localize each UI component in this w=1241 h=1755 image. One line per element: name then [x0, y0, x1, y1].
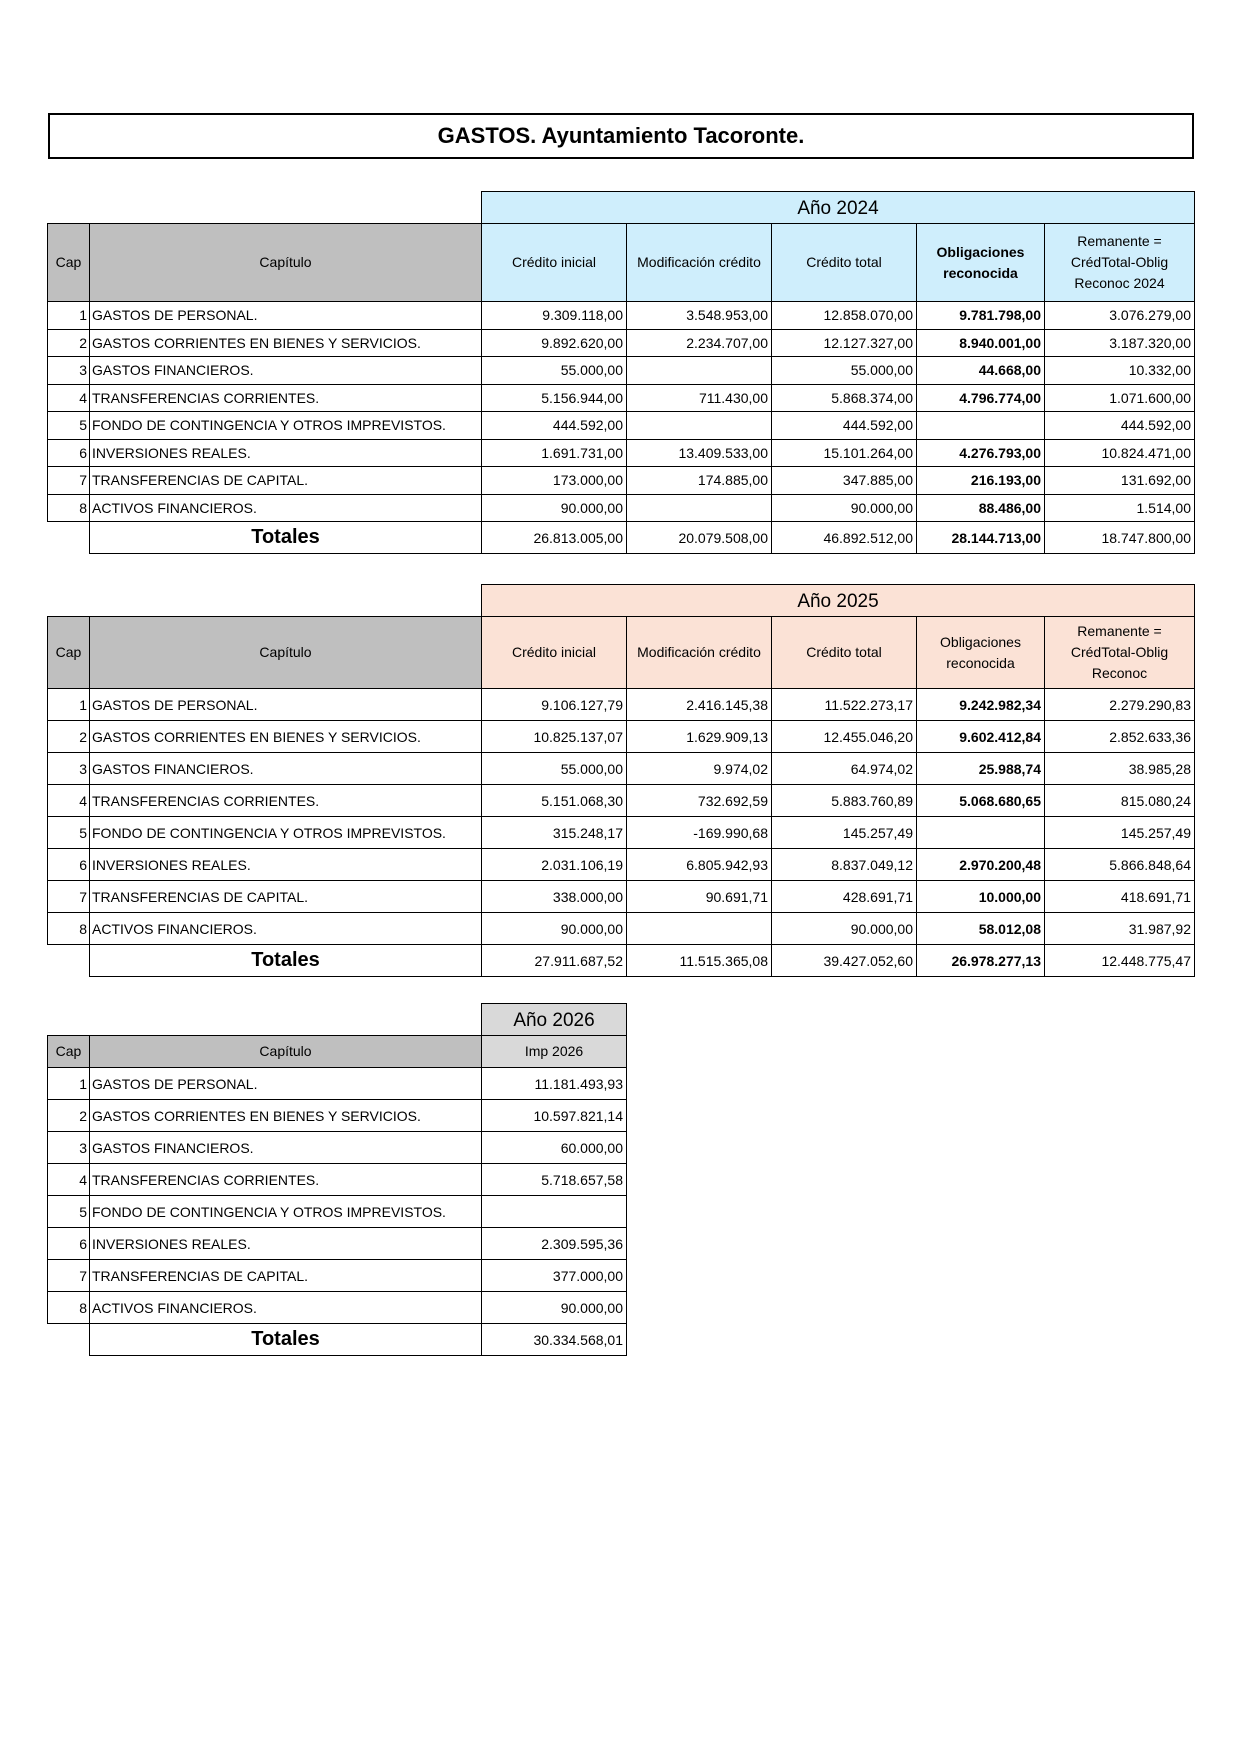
obligaciones-reconocida-value: 9.781.798,00 [917, 302, 1045, 330]
credito-inicial-value: 90.000,00 [482, 494, 627, 522]
chapter-name: GASTOS FINANCIEROS. [90, 1132, 482, 1164]
modificacion-credito-header: Modificación crédito [627, 224, 772, 302]
modificacion-credito-value [627, 913, 772, 945]
total-credito-inicial: 26.813.005,00 [482, 522, 627, 554]
chapter-name: FONDO DE CONTINGENCIA Y OTROS IMPREVISTOS. [90, 1196, 482, 1228]
table-row [48, 913, 1195, 945]
remanente-value: 2.852.633,36 [1045, 721, 1195, 753]
imp-2026-value: 11.181.493,93 [482, 1068, 627, 1100]
totals-label: Totales [90, 945, 482, 977]
remanente-value: 1.514,00 [1045, 494, 1195, 522]
table-row [48, 302, 1195, 330]
credito-inicial-value: 9.106.127,79 [482, 689, 627, 721]
total-credito-inicial: 27.911.687,52 [482, 945, 627, 977]
chapter-name: ACTIVOS FINANCIEROS. [90, 913, 482, 945]
imp-2026-value [482, 1196, 627, 1228]
chapter-name: FONDO DE CONTINGENCIA Y OTROS IMPREVISTOS. [90, 412, 482, 440]
year-2025-header: Año 2025 [482, 585, 1195, 617]
remanente-value: 10.824.471,00 [1045, 439, 1195, 467]
remanente-value: 5.866.848,64 [1045, 849, 1195, 881]
capitulo-header: Capítulo [90, 617, 482, 689]
imp-2026-value: 377.000,00 [482, 1260, 627, 1292]
credito-inicial-value: 10.825.137,07 [482, 721, 627, 753]
chapter-name: GASTOS CORRIENTES EN BIENES Y SERVICIOS. [90, 1100, 482, 1132]
table-row [48, 689, 1195, 721]
obligaciones-reconocida-value: 9.602.412,84 [917, 721, 1045, 753]
remanente-value: 10.332,00 [1045, 357, 1195, 385]
total-credito-total: 39.427.052,60 [772, 945, 917, 977]
chapter-name: TRANSFERENCIAS CORRIENTES. [90, 785, 482, 817]
table-row [48, 753, 1195, 785]
year-2024-header: Año 2024 [482, 192, 1195, 224]
cap-number: 2 [48, 329, 90, 357]
chapter-name: INVERSIONES REALES. [90, 849, 482, 881]
capitulo-header: Capítulo [90, 224, 482, 302]
table-2025 [47, 584, 1195, 977]
total-imp-2026: 30.334.568,01 [482, 1324, 627, 1356]
table-row [48, 494, 1195, 522]
cap-number: 1 [48, 302, 90, 330]
credito-total-value: 145.257,49 [772, 817, 917, 849]
obligaciones-reconocida-header: Obligaciones reconocida [917, 224, 1045, 302]
cap-number: 2 [48, 721, 90, 753]
cap-number: 5 [48, 1196, 90, 1228]
cap-number: 6 [48, 1228, 90, 1260]
chapter-name: TRANSFERENCIAS DE CAPITAL. [90, 881, 482, 913]
chapter-name: GASTOS FINANCIEROS. [90, 357, 482, 385]
table-row [48, 1292, 627, 1324]
credito-inicial-value: 90.000,00 [482, 913, 627, 945]
cap-number: 4 [48, 785, 90, 817]
credito-inicial-value: 55.000,00 [482, 753, 627, 785]
chapter-name: GASTOS CORRIENTES EN BIENES Y SERVICIOS. [90, 329, 482, 357]
cap-number: 4 [48, 1164, 90, 1196]
cap-number: 6 [48, 439, 90, 467]
credito-inicial-value: 55.000,00 [482, 357, 627, 385]
cap-number: 5 [48, 817, 90, 849]
credito-total-value: 5.883.760,89 [772, 785, 917, 817]
total-modificacion-credito: 11.515.365,08 [627, 945, 772, 977]
table-row [48, 439, 1195, 467]
modificacion-credito-value [627, 412, 772, 440]
total-obligaciones-reconocida: 26.978.277,13 [917, 945, 1045, 977]
obligaciones-reconocida-value: 216.193,00 [917, 467, 1045, 495]
cap-number: 3 [48, 753, 90, 785]
table-row [48, 881, 1195, 913]
table-row [48, 357, 1195, 385]
credito-inicial-value: 9.892.620,00 [482, 329, 627, 357]
modificacion-credito-value: 90.691,71 [627, 881, 772, 913]
cap-number: 5 [48, 412, 90, 440]
cap-number: 7 [48, 881, 90, 913]
table-2024 [47, 191, 1195, 554]
credito-total-value: 347.885,00 [772, 467, 917, 495]
credito-inicial-value: 338.000,00 [482, 881, 627, 913]
modificacion-credito-value [627, 357, 772, 385]
credito-inicial-value: 444.592,00 [482, 412, 627, 440]
credito-total-value: 11.522.273,17 [772, 689, 917, 721]
cap-number: 2 [48, 1100, 90, 1132]
remanente-value: 2.279.290,83 [1045, 689, 1195, 721]
total-remanente: 12.448.775,47 [1045, 945, 1195, 977]
credito-total-value: 444.592,00 [772, 412, 917, 440]
cap-number: 8 [48, 494, 90, 522]
modificacion-credito-value [627, 494, 772, 522]
obligaciones-reconocida-value: 88.486,00 [917, 494, 1045, 522]
chapter-name: GASTOS DE PERSONAL. [90, 302, 482, 330]
chapter-name: INVERSIONES REALES. [90, 1228, 482, 1260]
table-row [48, 849, 1195, 881]
credito-total-header: Crédito total [772, 224, 917, 302]
credito-inicial-value: 1.691.731,00 [482, 439, 627, 467]
cap-number: 1 [48, 1068, 90, 1100]
cap-header: Cap [48, 617, 90, 689]
obligaciones-reconocida-value: 2.970.200,48 [917, 849, 1045, 881]
table-row [48, 329, 1195, 357]
cap-number: 1 [48, 689, 90, 721]
modificacion-credito-value: 174.885,00 [627, 467, 772, 495]
remanente-value: 1.071.600,00 [1045, 384, 1195, 412]
year-2026-header: Año 2026 [482, 1004, 627, 1036]
modificacion-credito-value: 3.548.953,00 [627, 302, 772, 330]
table-row [48, 785, 1195, 817]
remanente-value: 3.076.279,00 [1045, 302, 1195, 330]
modificacion-credito-value: 2.234.707,00 [627, 329, 772, 357]
credito-inicial-value: 9.309.118,00 [482, 302, 627, 330]
obligaciones-reconocida-value: 58.012,08 [917, 913, 1045, 945]
credito-total-value: 8.837.049,12 [772, 849, 917, 881]
credito-total-value: 12.127.327,00 [772, 329, 917, 357]
remanente-value: 444.592,00 [1045, 412, 1195, 440]
credito-inicial-value: 5.156.944,00 [482, 384, 627, 412]
credito-inicial-value: 173.000,00 [482, 467, 627, 495]
chapter-name: INVERSIONES REALES. [90, 439, 482, 467]
credito-inicial-value: 2.031.106,19 [482, 849, 627, 881]
remanente-value: 131.692,00 [1045, 467, 1195, 495]
remanente-value: 145.257,49 [1045, 817, 1195, 849]
obligaciones-reconocida-value: 4.796.774,00 [917, 384, 1045, 412]
table-row [48, 1196, 627, 1228]
obligaciones-reconocida-value: 9.242.982,34 [917, 689, 1045, 721]
cap-number: 6 [48, 849, 90, 881]
cap-number: 3 [48, 1132, 90, 1164]
table-row [48, 412, 1195, 440]
chapter-name: GASTOS FINANCIEROS. [90, 753, 482, 785]
modificacion-credito-value: 9.974,02 [627, 753, 772, 785]
chapter-name: ACTIVOS FINANCIEROS. [90, 1292, 482, 1324]
remanente-header: Remanente = CrédTotal-Oblig Reconoc 2024 [1045, 224, 1195, 302]
cap-number: 8 [48, 913, 90, 945]
totals-label: Totales [90, 522, 482, 554]
modificacion-credito-value: -169.990,68 [627, 817, 772, 849]
remanente-value: 38.985,28 [1045, 753, 1195, 785]
modificacion-credito-value: 1.629.909,13 [627, 721, 772, 753]
totals-row [48, 945, 1195, 977]
chapter-name: GASTOS DE PERSONAL. [90, 689, 482, 721]
table-2026 [47, 1003, 627, 1356]
table-row [48, 1228, 627, 1260]
obligaciones-reconocida-header: Obligaciones reconocida [917, 617, 1045, 689]
credito-total-value: 428.691,71 [772, 881, 917, 913]
chapter-name: ACTIVOS FINANCIEROS. [90, 494, 482, 522]
remanente-header: Remanente = CrédTotal-Oblig Reconoc [1045, 617, 1195, 689]
capitulo-header: Capítulo [90, 1036, 482, 1068]
totals-row [48, 522, 1195, 554]
cap-number: 8 [48, 1292, 90, 1324]
credito-total-value: 90.000,00 [772, 494, 917, 522]
imp-2026-value: 5.718.657,58 [482, 1164, 627, 1196]
credito-total-header: Crédito total [772, 617, 917, 689]
cap-header: Cap [48, 224, 90, 302]
cap-header: Cap [48, 1036, 90, 1068]
credito-inicial-value: 5.151.068,30 [482, 785, 627, 817]
total-obligaciones-reconocida: 28.144.713,00 [917, 522, 1045, 554]
chapter-name: TRANSFERENCIAS CORRIENTES. [90, 384, 482, 412]
credito-total-value: 12.858.070,00 [772, 302, 917, 330]
cap-number: 3 [48, 357, 90, 385]
page-title: GASTOS. Ayuntamiento Tacoronte. [48, 113, 1194, 159]
remanente-value: 3.187.320,00 [1045, 329, 1195, 357]
credito-total-value: 90.000,00 [772, 913, 917, 945]
chapter-name: FONDO DE CONTINGENCIA Y OTROS IMPREVISTOS. [90, 817, 482, 849]
chapter-name: TRANSFERENCIAS DE CAPITAL. [90, 1260, 482, 1292]
obligaciones-reconocida-value: 8.940.001,00 [917, 329, 1045, 357]
table-row [48, 721, 1195, 753]
modificacion-credito-value: 6.805.942,93 [627, 849, 772, 881]
imp-2026-value: 90.000,00 [482, 1292, 627, 1324]
imp-2026-value: 60.000,00 [482, 1132, 627, 1164]
modificacion-credito-value: 13.409.533,00 [627, 439, 772, 467]
credito-total-value: 12.455.046,20 [772, 721, 917, 753]
credito-total-value: 5.868.374,00 [772, 384, 917, 412]
imp-2026-header: Imp 2026 [482, 1036, 627, 1068]
obligaciones-reconocida-value: 5.068.680,65 [917, 785, 1045, 817]
chapter-name: GASTOS DE PERSONAL. [90, 1068, 482, 1100]
table-row [48, 1132, 627, 1164]
obligaciones-reconocida-value [917, 817, 1045, 849]
modificacion-credito-value: 732.692,59 [627, 785, 772, 817]
modificacion-credito-value: 2.416.145,38 [627, 689, 772, 721]
credito-total-value: 15.101.264,00 [772, 439, 917, 467]
totals-row [48, 1324, 627, 1356]
table-row [48, 384, 1195, 412]
table-row [48, 467, 1195, 495]
imp-2026-value: 10.597.821,14 [482, 1100, 627, 1132]
total-modificacion-credito: 20.079.508,00 [627, 522, 772, 554]
credito-total-value: 55.000,00 [772, 357, 917, 385]
credito-total-value: 64.974,02 [772, 753, 917, 785]
cap-number: 7 [48, 467, 90, 495]
table-row [48, 1068, 627, 1100]
remanente-value: 418.691,71 [1045, 881, 1195, 913]
obligaciones-reconocida-value: 44.668,00 [917, 357, 1045, 385]
credito-inicial-header: Crédito inicial [482, 617, 627, 689]
obligaciones-reconocida-value: 25.988,74 [917, 753, 1045, 785]
total-remanente: 18.747.800,00 [1045, 522, 1195, 554]
credito-inicial-value: 315.248,17 [482, 817, 627, 849]
table-row [48, 1260, 627, 1292]
table-row [48, 1164, 627, 1196]
credito-inicial-header: Crédito inicial [482, 224, 627, 302]
total-credito-total: 46.892.512,00 [772, 522, 917, 554]
remanente-value: 31.987,92 [1045, 913, 1195, 945]
table-row [48, 817, 1195, 849]
table-row [48, 1100, 627, 1132]
cap-number: 7 [48, 1260, 90, 1292]
cap-number: 4 [48, 384, 90, 412]
chapter-name: TRANSFERENCIAS DE CAPITAL. [90, 467, 482, 495]
obligaciones-reconocida-value: 10.000,00 [917, 881, 1045, 913]
modificacion-credito-value: 711.430,00 [627, 384, 772, 412]
chapter-name: GASTOS CORRIENTES EN BIENES Y SERVICIOS. [90, 721, 482, 753]
modificacion-credito-header: Modificación crédito [627, 617, 772, 689]
totals-label: Totales [90, 1324, 482, 1356]
obligaciones-reconocida-value: 4.276.793,00 [917, 439, 1045, 467]
chapter-name: TRANSFERENCIAS CORRIENTES. [90, 1164, 482, 1196]
obligaciones-reconocida-value [917, 412, 1045, 440]
imp-2026-value: 2.309.595,36 [482, 1228, 627, 1260]
remanente-value: 815.080,24 [1045, 785, 1195, 817]
